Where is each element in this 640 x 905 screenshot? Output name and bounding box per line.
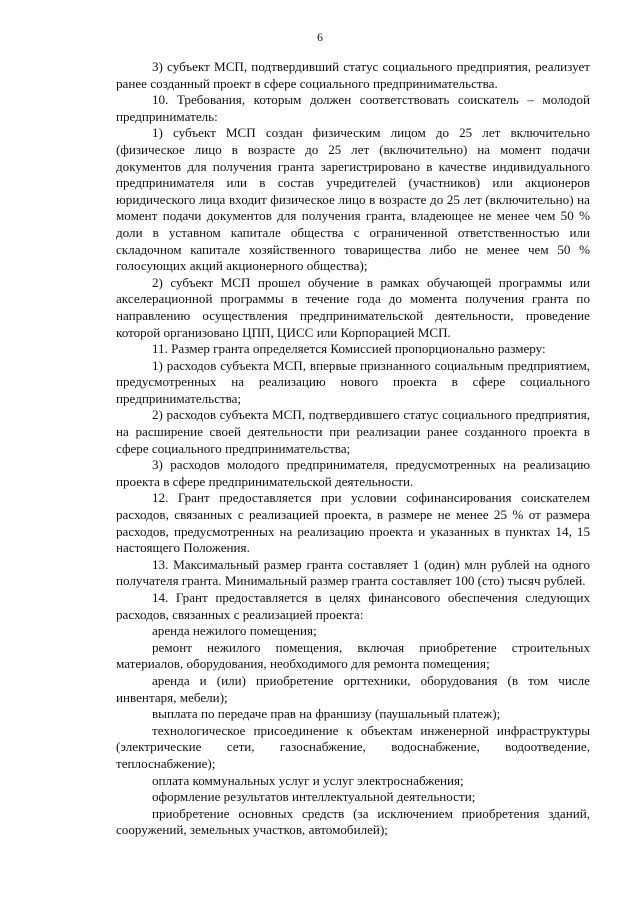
paragraph-11-heading: 11. Размер гранта определяется Комиссией пропорционально размеру:: [152, 341, 546, 357]
paragraph-14-heading: 14. Грант предоставляется в целях финансового обеспечения следующих расходов, связанных с реализацией проекта:: [116, 590, 590, 622]
expense-item-fixed-assets: приобретение основных средств (за исключением приобретения зданий, сооружений, земельных участков, автомобилей);: [116, 805, 590, 838]
expense-item-rent: аренда нежилого помещения;: [152, 623, 317, 639]
paragraph-12: 12. Грант предоставляется при условии софинансирования соискателем расходов, связанных с реализацией проекта, в размере не менее 25 % от размера расходов, предусмотренных на реализацию проекта и указанных в пунктах 14, 15 настоящего Положения.: [116, 490, 590, 556]
expense-item-franchise: выплата по передаче прав на франшизу (паушальный платеж);: [152, 706, 501, 722]
expense-item-intellectual-property: оформление результатов интеллектуальной деятельности;: [152, 789, 476, 805]
document-body: [116, 59, 590, 839]
paragraph-10-heading: 10. Требования, которым должен соответствовать соискатель – молодой предприниматель:: [116, 92, 590, 124]
expense-item-equipment: аренда и (или) приобретение оргтехники, оборудования (в том числе инвентаря, мебели);: [116, 672, 590, 705]
paragraph-10-item-2: 2) субъект МСП прошел обучение в рамках обучающей программы или акселерационной программы в течение года до момента получения гранта по направлению осуществления предпринимательской деятельности, проведение которой организовано ЦПП, ЦИСС или Корпорацией МСП.: [116, 274, 590, 340]
expense-item-utilities-payment: оплата коммунальных услуг и услуг электроснабжения;: [152, 772, 464, 788]
paragraph-13: 13. Максимальный размер гранта составляет 1 (один) млн рублей на одного получателя гранта. Минимальный размер гранта составляет 100 (сто) тысяч рублей.: [116, 556, 590, 589]
expense-item-utility-connection: технологическое присоединение к объектам инженерной инфраструктуры (электрические сети, газоснабжение, водоснабжение, водоотведение, теплоснабжение);: [116, 722, 590, 771]
paragraph-11-item-1: 1) расходов субъекта МСП, впервые признанного социальным предприятием, предусмотренных на реализацию нового проекта в сфере социального предпринимательства;: [116, 357, 590, 406]
page-number: 6: [317, 30, 323, 44]
paragraph-11-item-2: 2) расходов субъекта МСП, подтвердившего статус социального предприятия, на расширение своей деятельности при реализации ранее созданного проекта в сфере социального предпринимательства;: [116, 407, 590, 456]
paragraph-10-item-1: 1) субъект МСП создан физическим лицом до 25 лет включительно (физическое лицо в возрасте до 25 лет (включительно) на момент подачи документов для получения гранта зарегистрировано в качестве индивидуального предпринимателя или в состав учредителей (участников) или акционеров юридического лица входит физическое лицо в возрасте до 25 лет (включительно) на момент подачи документов для получения гранта, владеющее не менее чем 50 % доли в уставном капитале общества с ограниченной ответственностью или складочном капитале хозяйственного товарищества либо не менее чем 50 % голосующих акций акционерного общества);: [116, 125, 590, 274]
expense-item-repair: ремонт нежилого помещения, включая приобретение строительных материалов, оборудования, необходимого для ремонта помещения;: [116, 639, 590, 672]
paragraph-3-social-enterprise-existing-project: 3) субъект МСП, подтвердивший статус социального предприятия, реализует ранее созданный проект в сфере социального предпринимательства.: [116, 59, 590, 91]
paragraph-11-item-3: 3) расходов молодого предпринимателя, предусмотренных на реализацию проекта в сфере предпринимательской деятельности.: [116, 457, 590, 489]
